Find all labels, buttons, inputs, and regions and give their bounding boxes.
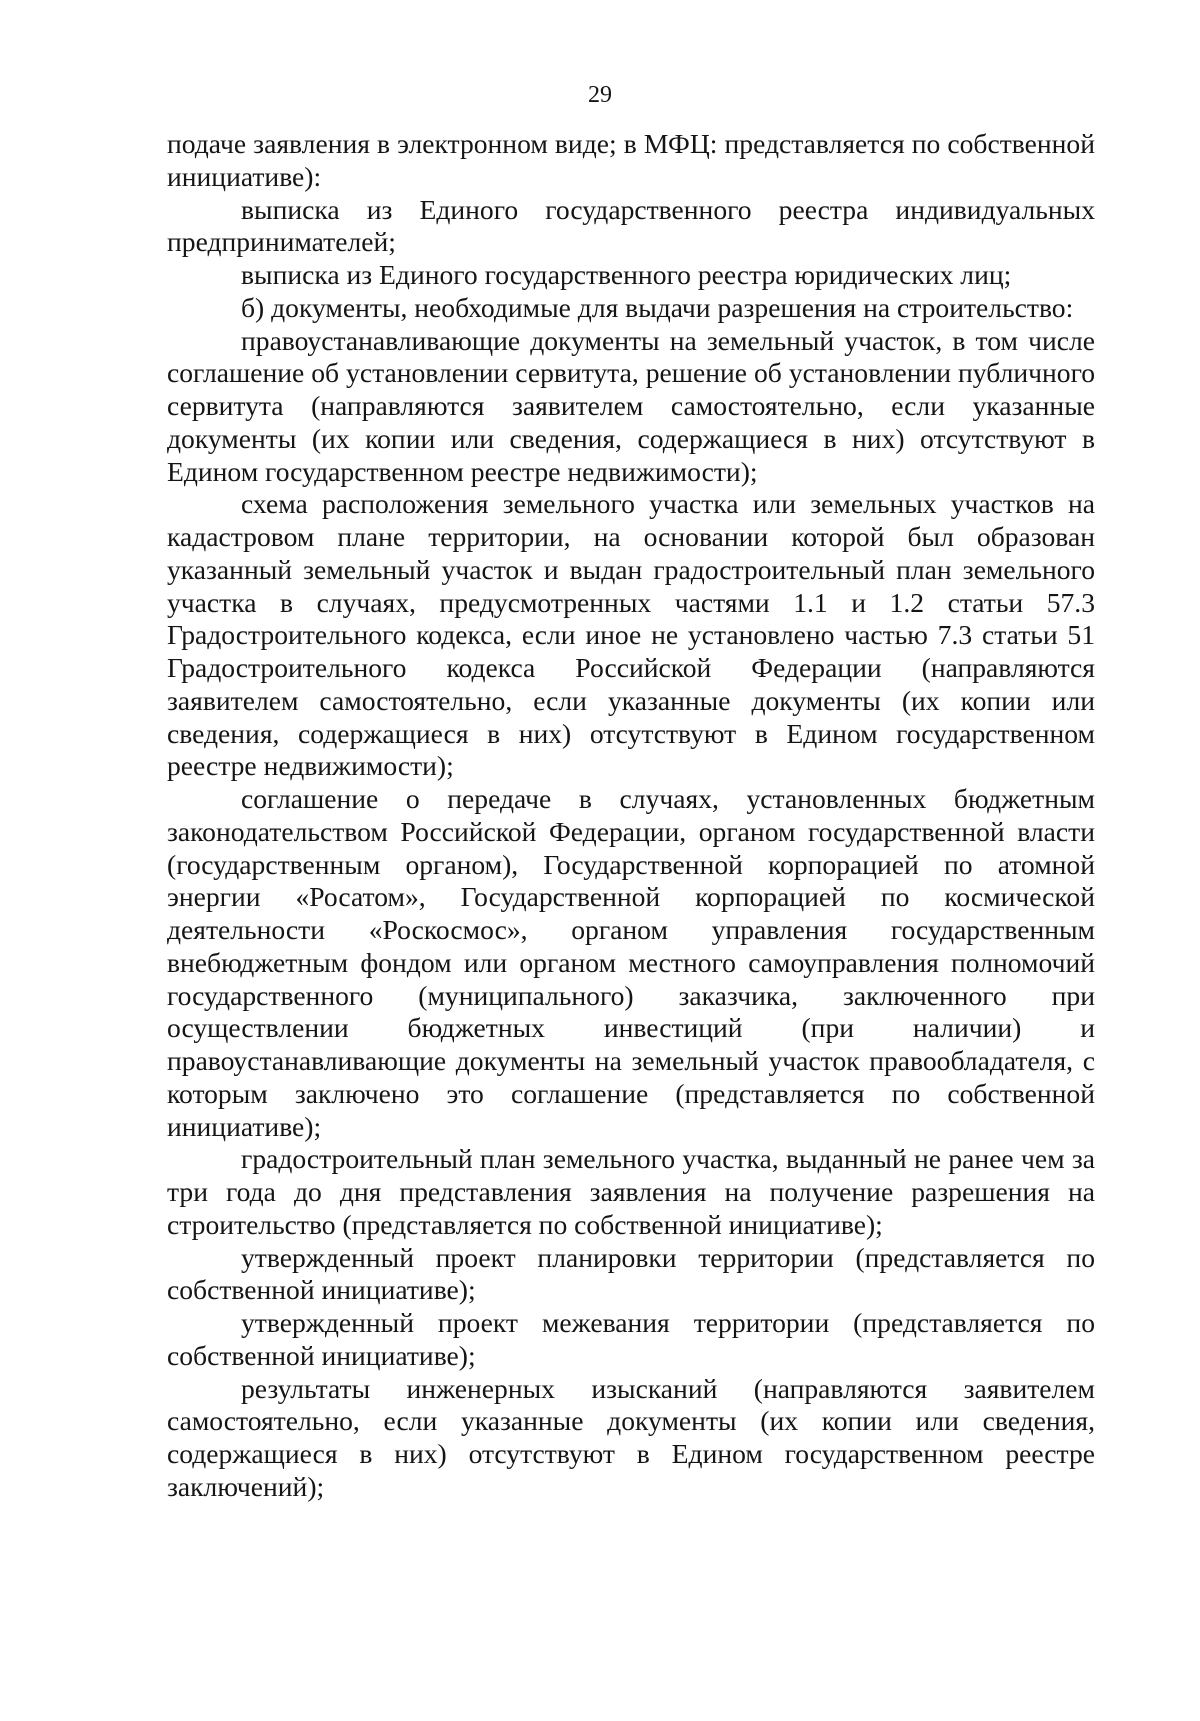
- paragraph: выписка из Единого государственного реестра индивидуальных предпринимателей;: [167, 193, 1095, 258]
- paragraph: б) документы, необходимые для выдачи разрешения на строительство:: [241, 291, 1074, 323]
- paragraph: схема расположения земельного участка или земельных участков на кадастровом плане территории, на основании которой был образован указанный земельный участок и выдан градостроительный план земельного участка в случаях, предусмотренных частями 1.1 и 1.2 статьи 57.3 Градостроительного кодекса, если иное не установлено частью 7.3 статьи 51 Градостроительного кодекса Российской Федерации (направляются заявителем самостоятельно, если указанные документы (их копии или сведения, содержащиеся в них) отсутствуют в Едином государственном реестре недвижимости);: [167, 488, 1095, 782]
- page-number: 29: [588, 82, 612, 108]
- paragraph: соглашение о передаче в случаях, установленных бюджетным законодательством Российской Федерации, органом государственной власти (государственным органом), Государственной корпорацией по атомной энергии «Росатом», Государственной корпорацией по космической деятельности «Роскосмос», органом управления государственным внебюджетным фондом или органом местного самоуправления полномочий государственного (муниципального) заказчика, заключенного при осуществлении бюджетных инвестиций (при наличии) и правоустанавливающие документы на земельный участок правообладателя, с которым заключено это соглашение (представляется по собственной инициативе);: [167, 783, 1095, 1142]
- paragraph: правоустанавливающие документы на земельный участок, в том числе соглашение об установлении сервитута, решение об установлении публичного сервитута (направляются заявителем самостоятельно, если указанные документы (их копии или сведения, содержащиеся в них) отсутствуют в Едином государственном реестре недвижимости);: [167, 324, 1095, 487]
- document-body: [167, 128, 1095, 1504]
- paragraph: выписка из Единого государственного реестра юридических лиц;: [241, 259, 1012, 290]
- paragraph: градостроительный план земельного участка, выданный не ранее чем за три года до дня представления заявления на получение разрешения на строительство (представляется по собственной инициативе);: [167, 1143, 1095, 1240]
- paragraph: утвержденный проект планировки территории (представляется по собственной инициативе);: [167, 1241, 1095, 1306]
- paragraph: результаты инженерных изысканий (направляются заявителем самостоятельно, если указанные документы (их копии или сведения, содержащиеся в них) отсутствуют в Едином государственном реестре заключений);: [167, 1372, 1095, 1502]
- paragraph: подаче заявления в электронном виде; в МФЦ: представляется по собственной инициативе):: [167, 128, 1095, 192]
- paragraph: утвержденный проект межевания территории (представляется по собственной инициативе);: [167, 1307, 1095, 1371]
